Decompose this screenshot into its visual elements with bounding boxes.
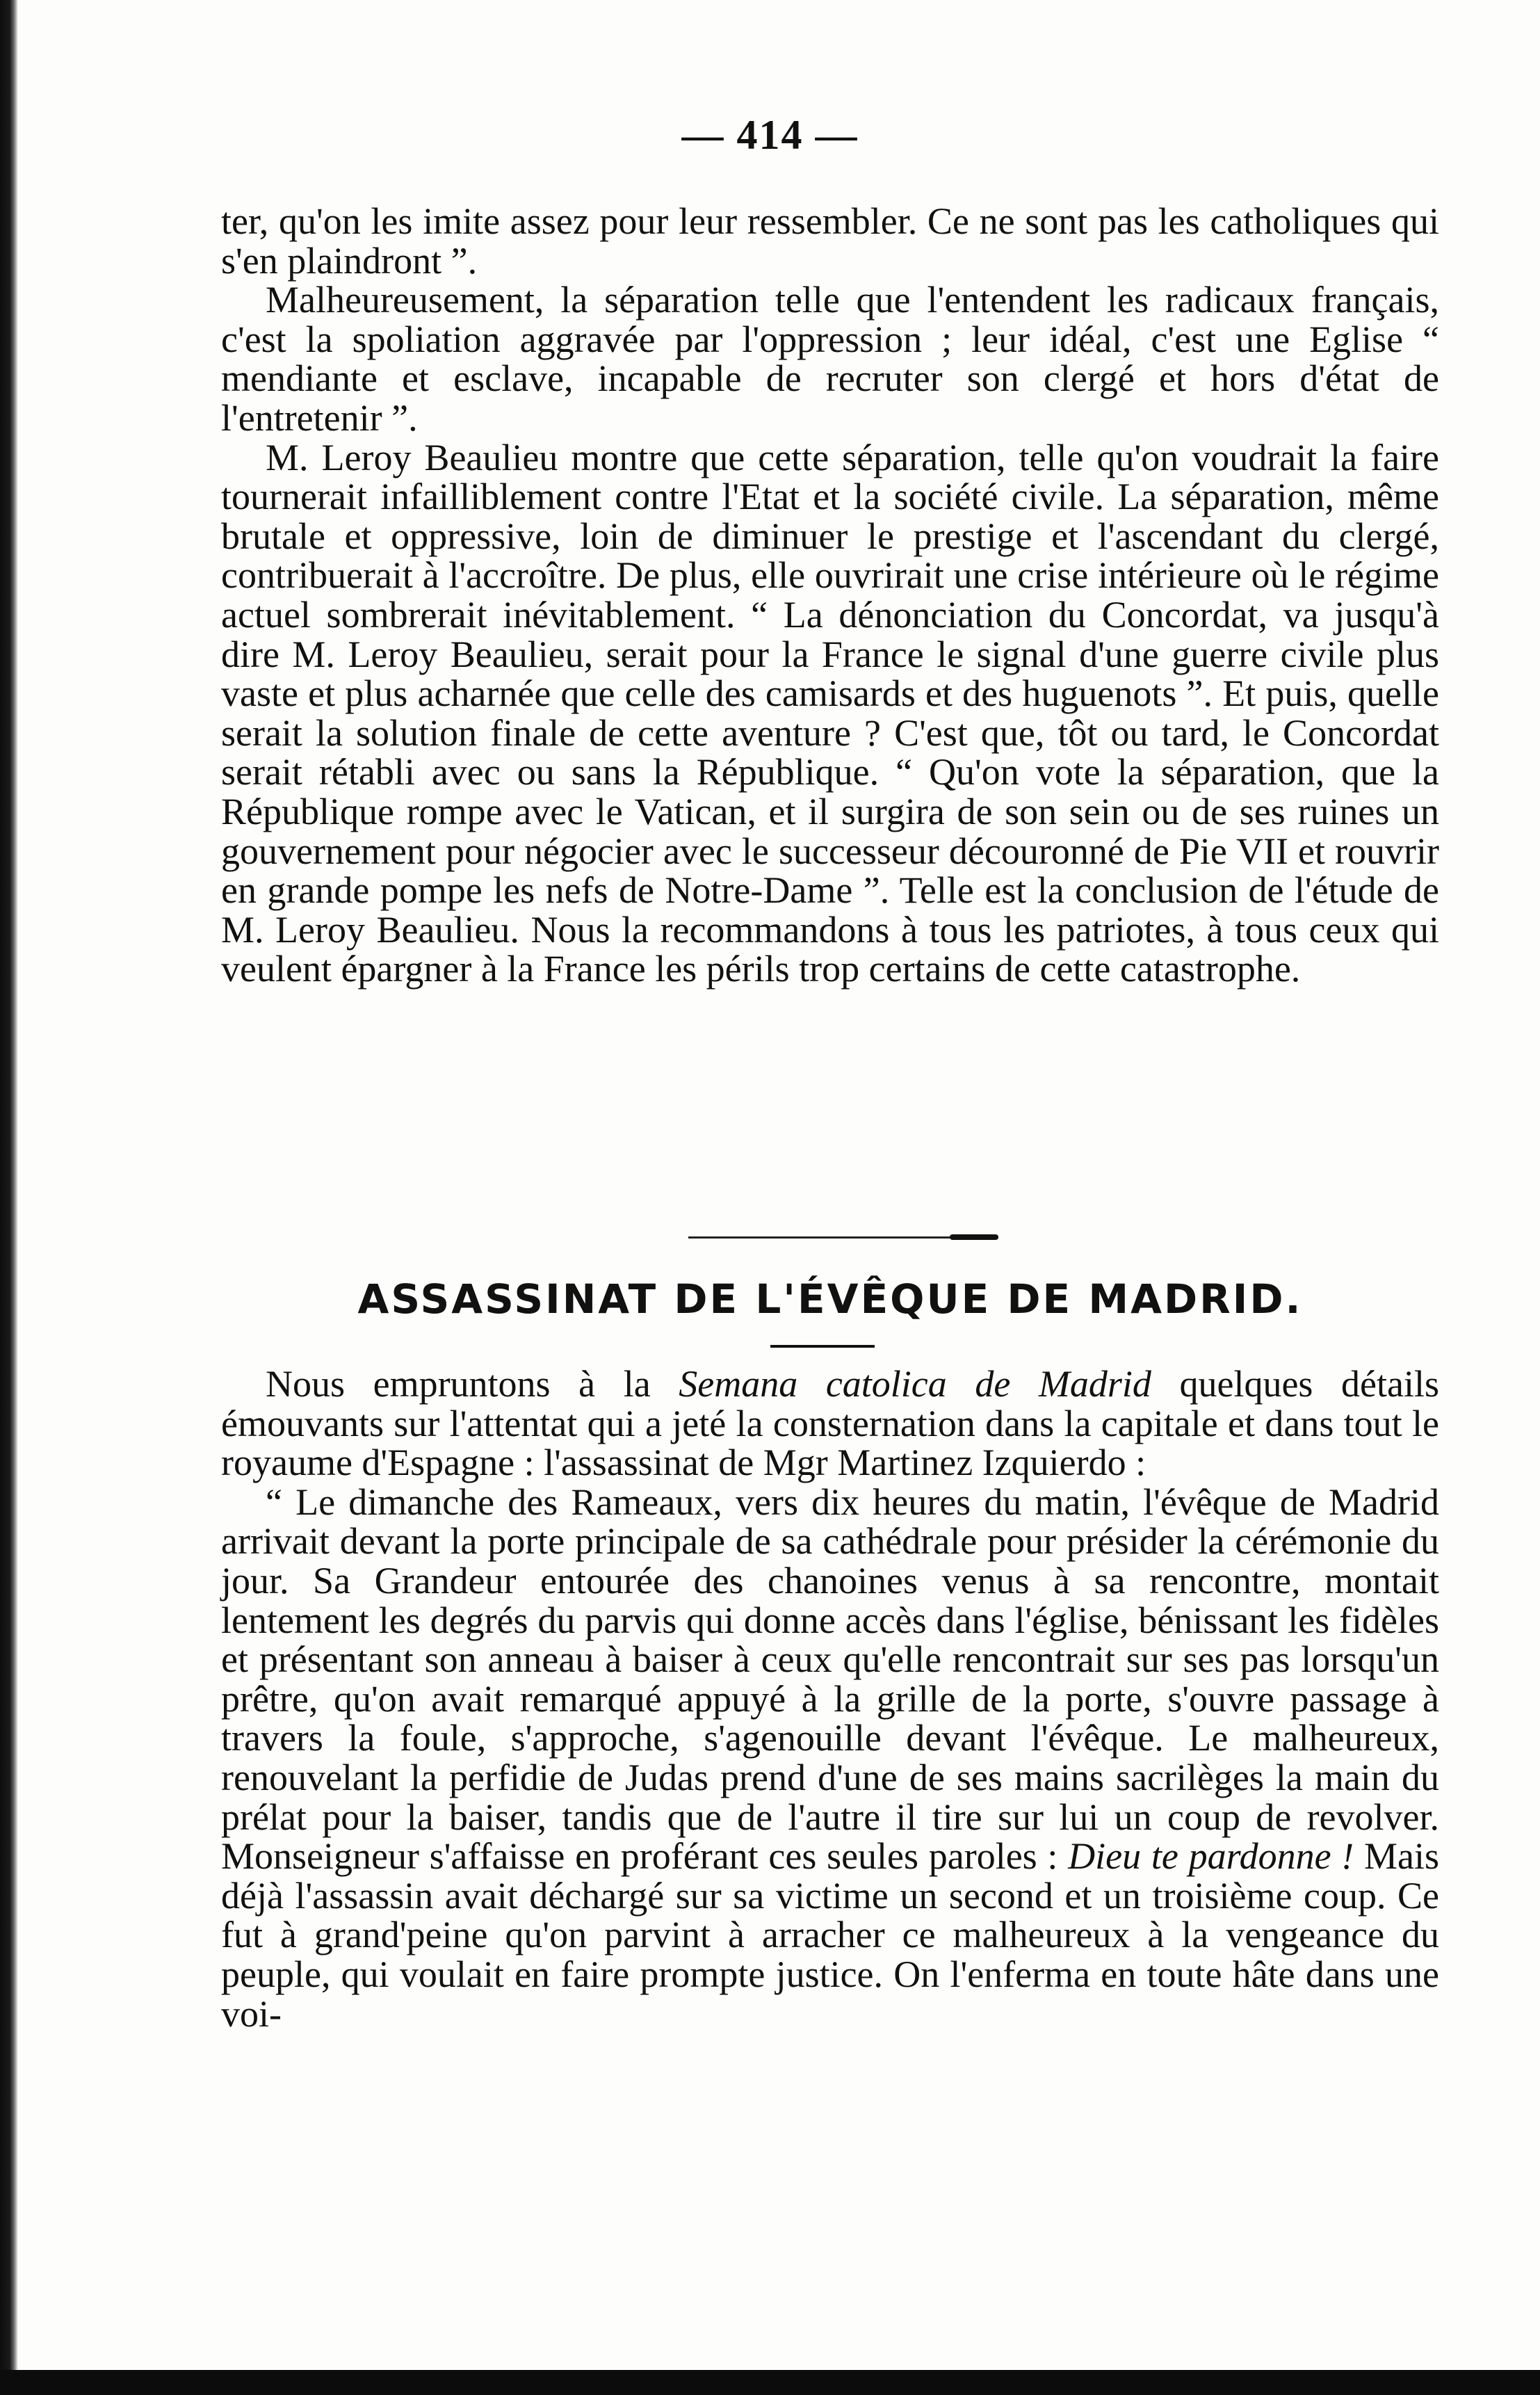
binding-edge xyxy=(0,0,18,2395)
paragraph-quote xyxy=(221,1483,1439,2033)
assassination-article-text xyxy=(221,1364,1439,2033)
paragraph-intro xyxy=(221,1364,1439,1483)
continued-article-text xyxy=(221,202,1439,989)
page-number: — 414 — xyxy=(681,112,859,158)
paragraph-continuation: ter, qu'on les imite assez pour leur ressembler. Ce ne sont pas les catholiques qui s'en plaindront ”. xyxy=(221,200,1439,282)
quote-text-after: Mais déjà l'assassin avait déchargé sur sa victime un second et un troisième coup. Ce fut à grand'peine qu'on parvint à arracher ce malheureux à la vengeance du peuple, qui voulait en faire prompte justice. On l'enferma en toute hâte dans une voi- xyxy=(221,1835,1439,2035)
intro-text-before: Nous empruntons à la xyxy=(266,1363,679,1405)
paragraph-malheureusement: Malheureusement, la séparation telle que l'entendent les radicaux français, c'est la spoliation aggravée par l'oppression ; leur idéal, c'est une Eglise “ mendiante et esclave, incapable de recruter son clergé et hors d'état de l'entretenir ”. xyxy=(221,279,1439,439)
heading-underline-rule xyxy=(770,1345,875,1348)
scan-bottom-edge xyxy=(0,2370,1540,2395)
section-divider-ornament xyxy=(688,1236,998,1239)
paragraph-leroy-beaulieu: M. Leroy Beaulieu montre que cette séparation, telle qu'on voudrait la faire tournerait infailliblement contre l'Etat et la société civile. La séparation, même brutale et oppressive, loin de diminuer le prestige et l'ascendant du clergé, contribuerait à l'accroître. De plus, elle ouvrirait une crise intérieure où le régime actuel sombrerait inévitablement. “ La dénonciation du Concordat, va jusqu'à dire M. Leroy Beaulieu, serait pour la France le signal d'une guerre civile plus vaste et plus acharnée que celle des camisards et des huguenots ”. Et puis, quelle serait la solution finale de cette aventure ? C'est que, tôt ou tard, le Concordat serait rétabli avec ou sans la République. “ Qu'on vote la séparation, que la République rompe avec le Vatican, et il surgira de son sein ou de ses ruines un gouvernement pour négocier avec le successeur découronné de Pie VII et rouvrir en grande pompe les nefs de Notre-Dame ”. Telle est la conclusion de l'étude de M. Leroy Beaulieu. Nous la recommandons à tous les patriotes, à tous ceux qui veulent épargner à la France les périls trop certains de cette catastrophe. xyxy=(221,436,1439,990)
section-heading: ASSASSINAT DE L'ÉVÊQUE DE MADRID. xyxy=(357,1275,1303,1323)
quote-text-before: “ Le dimanche des Rameaux, vers dix heures du matin, l'évêque de Madrid arrivait devant la porte principale de sa cathédrale pour présider la cérémonie du jour. Sa Grandeur entourée des chanoines venus à sa rencontre, montait lentement les degrés du parvis qui donne accès dans l'église, bénissant les fidèles et présentant son anneau à baiser à ceux qu'elle rencontrait sur ses pas lorsqu'un prêtre, qu'on avait remarqué appuyé à la grille de la porte, s'ouvre passage à travers la foule, s'approche, s'agenouille devant l'évêque. Le malheureux, renouvelant la perfidie de Judas prend d'une de ses mains sacrilèges la main du prélat pour la baiser, tandis que de l'autre il tire sur lui un coup de revolver. Monseigneur s'affaisse en proférant ces seules paroles : xyxy=(221,1481,1439,1878)
publication-title: Semana catolica de Madrid xyxy=(679,1363,1151,1405)
intro-text-after: quelques détails émouvants sur l'attentat qui a jeté la consternation dans la capitale et dans tout le royaume d'Espagne : l'assassinat de Mgr Martinez Izquierdo : xyxy=(221,1363,1439,1484)
quote-italic-words: Dieu te pardonne ! xyxy=(1068,1835,1354,1878)
